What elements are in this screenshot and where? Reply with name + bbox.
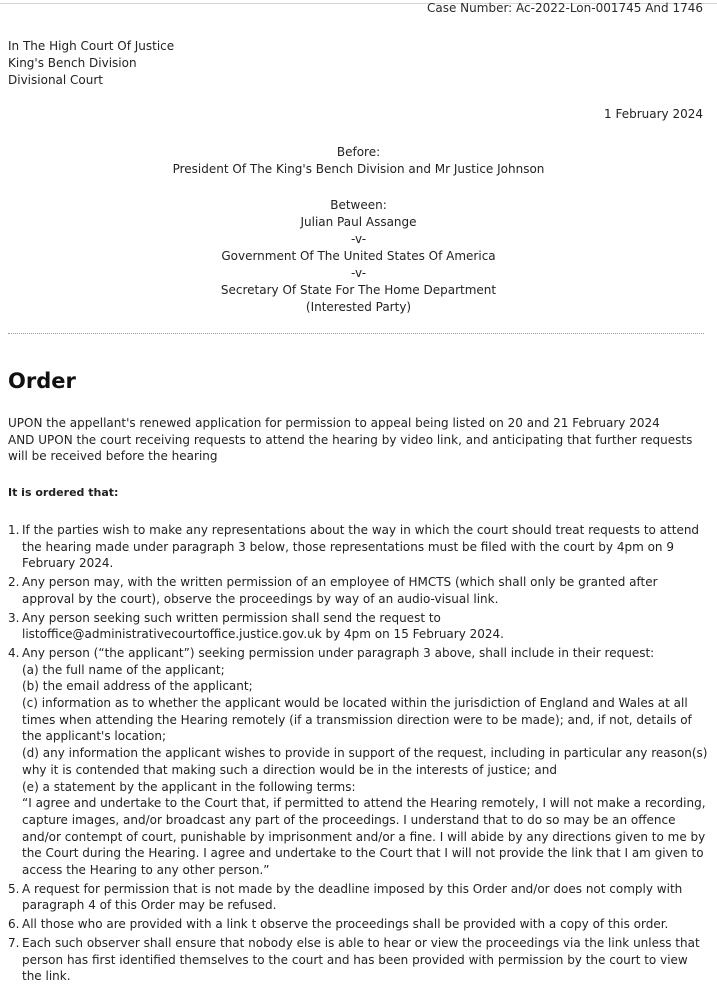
before-block (0, 144, 717, 178)
item-text: If the parties wish to make any representations about the way in which the court should treat requests to attend the hearing made under paragraph 3 below, those representations must be filed with the court by 4pm on 9 February 2024. (22, 523, 700, 571)
court-name: In The High Court Of Justice (8, 39, 175, 53)
party-appellant: Julian Paul Assange (300, 215, 417, 229)
item-number: 5. (8, 881, 20, 896)
preamble (8, 415, 708, 465)
order-item-3 (8, 610, 708, 643)
item-number: 6. (8, 917, 20, 932)
item-text: Any person seeking such written permission shall send the request to listoffice@administrativecourtoffice.justice.gov.uk by 4pm on 15 February 2024. (22, 610, 504, 642)
between-block (0, 197, 717, 316)
court-division: King's Bench Division (8, 56, 137, 70)
sub-item-a: (a) the full name of the applicant; (22, 662, 225, 677)
item-number: 2. (8, 575, 20, 590)
order-item-2 (8, 574, 708, 607)
item-text: All those who are provided with a link t observe the proceedings shall be provided with a copy of this order. (22, 917, 669, 932)
item-number: 1. (8, 523, 20, 537)
order-item-7 (8, 935, 708, 985)
order-list (8, 522, 708, 987)
preamble-upon: UPON the appellant's renewed application for permission to appeal being listed on 20 and 21 February 2024 (8, 416, 660, 430)
between-label: Between: (330, 198, 387, 212)
before-label: Before: (336, 145, 381, 159)
court-subdivision: Divisional Court (8, 73, 104, 87)
order-item-5 (8, 881, 708, 914)
order-item-6 (8, 916, 708, 933)
sub-item-e: (e) a statement by the applicant in the following terms: (22, 779, 356, 794)
undertaking-statement: “I agree and undertake to the Court that, if permitted to attend the Hearing remotely, I will not make a recording, capture images, and/or broadcast any part of the proceedings. I understand that to do so may be an offence and/or contempt of court, punishable by imprisonment and/or a fine. I will abide by any directions given to me by the Court during the Hearing. I agree and undertake to the Court that I will not provide the link that I am given to access the Hearing to any other person.” (22, 796, 706, 878)
judges: President Of The King's Bench Division and Mr Justice Johnson (172, 162, 545, 176)
item-text: A request for permission that is not made by the deadline imposed by this Order and/or does not comply with paragraph 4 of this Order may be refused. (22, 881, 683, 913)
item-number: 7. (8, 935, 20, 950)
order-date: 1 February 2024 (604, 107, 703, 121)
sub-item-b: (b) the email address of the applicant; (22, 679, 253, 694)
item-text: Any person may, with the written permission of an employee of HMCTS (which shall only be granted after approval by the court), observe the proceedings by way of an audio-visual link. (22, 575, 658, 606)
page-title: Order (8, 369, 76, 393)
party-interested-note: (Interested Party) (305, 300, 412, 314)
case-number: Case Number: Ac-2022-Lon-001745 And 1746 (427, 1, 703, 15)
sub-item-c: (c) information as to whether the applicant would be located within the jurisdiction of England and Wales at all times when attending the Hearing remotely (if a transmission direction were to be made); and, if not, details of the applicant's location; (22, 696, 692, 744)
versus-2: -v- (350, 266, 367, 280)
section-divider (8, 333, 704, 334)
sub-item-d: (d) any information the applicant wishes to provide in support of the request, including in particular any reason(s) why it is contended that making such a direction would be in the interests of justice; and (22, 746, 708, 777)
order-item-4 (8, 645, 708, 879)
item-number: 3. (8, 610, 20, 625)
party-interested: Secretary Of State For The Home Department (220, 283, 497, 297)
item-number: 4. (8, 645, 20, 660)
item-text: Any person (“the applicant”) seeking permission under paragraph 3 above, shall include in their request: (22, 645, 655, 660)
versus-1: -v- (350, 232, 367, 246)
court-block (8, 38, 174, 89)
party-respondent: Government Of The United States Of America (221, 249, 496, 263)
item-text: Each such observer shall ensure that nobody else is able to hear or view the proceedings via the link unless that person has first identified themselves to the court and has been provided with permission by the court to view the link. (22, 935, 700, 984)
order-item-1 (8, 522, 708, 572)
ordered-heading: It is ordered that: (8, 486, 119, 499)
preamble-and-upon: AND UPON the court receiving requests to attend the hearing by video link, and anticipating that further requests will be received before the hearing (8, 432, 693, 463)
